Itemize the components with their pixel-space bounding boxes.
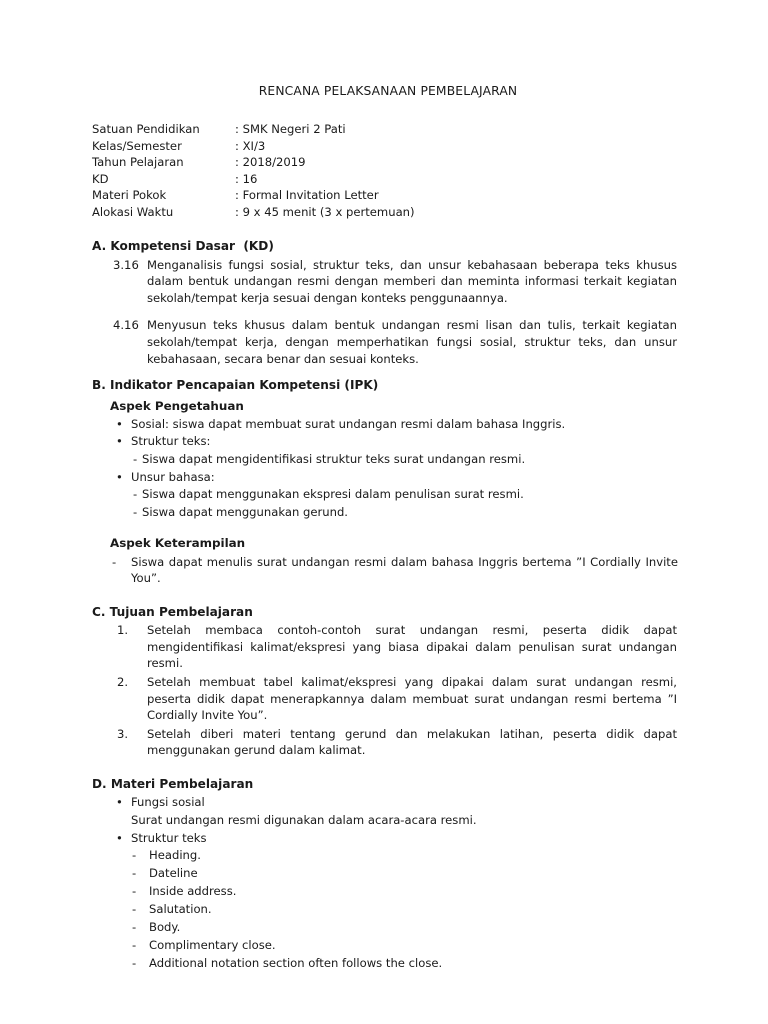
struktur-teks-item-text: Heading.	[149, 848, 201, 863]
struktur-teks-item	[92, 955, 678, 972]
aspek-pengetahuan-heading: Aspek Pengetahuan	[110, 398, 244, 413]
materi-bullet-text: Fungsi sosial	[131, 795, 205, 810]
materi-bullet	[92, 830, 678, 847]
dash-icon: -	[133, 452, 138, 467]
pengetahuan-subitem	[92, 451, 678, 468]
pengetahuan-subitem	[92, 504, 678, 521]
struktur-teks-item	[92, 847, 678, 864]
tujuan-item-text: Setelah membuat tabel kalimat/ekspresi yang dipakai dalam surat undangan resmi, peserta didik dapat menerapkannya dalam membuat surat undangan resmi bertema ”I Cordially Invite You”.	[147, 675, 677, 723]
pengetahuan-bullet	[92, 469, 678, 486]
section-kompetensi-dasar	[92, 238, 678, 367]
pengetahuan-bullet-text: Unsur bahasa:	[131, 469, 215, 484]
bullet-icon: •	[116, 469, 123, 484]
tujuan-item-number: 3.	[117, 726, 129, 741]
metadata-label: KD	[92, 171, 109, 186]
metadata-label: Kelas/Semester	[92, 138, 182, 153]
bullet-icon: •	[116, 795, 123, 810]
section-tujuan-pembelajaran	[92, 604, 678, 759]
materi-bullet-text: Struktur teks	[131, 830, 207, 845]
struktur-teks-item-text: Dateline	[149, 866, 198, 881]
tujuan-item	[92, 726, 678, 759]
materi-description: Surat undangan resmi digunakan dalam acara-acara resmi.	[131, 813, 477, 827]
pengetahuan-bullet	[92, 433, 678, 450]
kd-item	[92, 257, 678, 307]
metadata-label: Alokasi Waktu	[92, 204, 174, 219]
metadata-row	[92, 138, 678, 154]
tujuan-item	[92, 674, 678, 724]
dash-icon: -	[132, 902, 137, 917]
struktur-teks-item	[92, 865, 678, 882]
metadata-label: Satuan Pendidikan	[92, 122, 200, 137]
section-materi-pembelajaran	[92, 776, 678, 972]
kd-item	[92, 317, 678, 367]
kd-item-number: 4.16	[113, 318, 139, 333]
metadata-label: Tahun Pelajaran	[92, 155, 184, 170]
struktur-teks-item	[92, 883, 678, 900]
tujuan-item	[92, 622, 678, 672]
pengetahuan-subitem-text: Siswa dapat mengidentifikasi struktur teks surat undangan resmi.	[142, 452, 526, 467]
metadata-value: : 16	[235, 171, 258, 186]
section-d-heading: D. Materi Pembelajaran	[92, 776, 254, 791]
document-title: RENCANA PELAKSANAAN PEMBELAJARAN	[258, 84, 518, 98]
metadata-row	[92, 154, 678, 170]
metadata-value: : Formal Invitation Letter	[235, 188, 379, 203]
keterampilan-item-text: Siswa dapat menulis surat undangan resmi dalam bahasa Inggris bertema ”I Cordially Invite You”.	[131, 554, 678, 586]
dash-icon: -	[112, 554, 117, 569]
section-b-heading: B. Indikator Pencapaian Kompetensi (IPK)	[92, 378, 379, 393]
metadata-row	[92, 204, 678, 220]
struktur-teks-item	[92, 937, 678, 954]
tujuan-item-text: Setelah membaca contoh-contoh surat undangan resmi, peserta didik dapat mengidentifikasi kalimat/ekspresi yang biasa dipakai dalam penulisan surat undangan resmi.	[147, 623, 677, 671]
struktur-teks-item	[92, 901, 678, 918]
metadata-value: : 9 x 45 menit (3 x pertemuan)	[235, 204, 415, 219]
struktur-teks-item-text: Body.	[149, 920, 181, 935]
dash-icon: -	[132, 884, 137, 899]
section-c-heading: C. Tujuan Pembelajaran	[92, 604, 253, 619]
struktur-teks-item-text: Additional notation section often follows the close.	[149, 956, 443, 971]
metadata-row	[92, 187, 678, 203]
pengetahuan-subitem	[92, 486, 678, 503]
metadata-row	[92, 121, 678, 137]
document-metadata	[92, 121, 678, 220]
dash-icon: -	[133, 487, 138, 502]
struktur-teks-item-text: Salutation.	[149, 902, 212, 917]
section-indikator-pencapaian	[92, 377, 678, 587]
dash-icon: -	[132, 956, 137, 971]
dash-icon: -	[132, 866, 137, 881]
materi-bullet	[92, 794, 678, 811]
section-a-heading: A. Kompetensi Dasar (KD)	[92, 239, 274, 254]
dash-icon: -	[132, 938, 137, 953]
pengetahuan-subitem-text: Siswa dapat menggunakan gerund.	[142, 504, 348, 519]
metadata-row	[92, 171, 678, 187]
kd-item-number: 3.16	[113, 257, 139, 272]
dash-icon: -	[133, 504, 138, 519]
bullet-icon: •	[116, 416, 123, 431]
pengetahuan-bullet-text: Struktur teks:	[131, 434, 211, 449]
keterampilan-item	[92, 554, 678, 587]
pengetahuan-subitem-text: Siswa dapat menggunakan ekspresi dalam penulisan surat resmi.	[142, 487, 524, 502]
metadata-label: Materi Pokok	[92, 188, 167, 203]
tujuan-item-number: 2.	[117, 675, 129, 689]
metadata-value: : 2018/2019	[235, 155, 306, 170]
tujuan-item-text: Setelah diberi materi tentang gerund dan melakukan latihan, peserta didik dapat menggunakan gerund dalam kalimat.	[147, 726, 677, 758]
aspek-keterampilan-heading: Aspek Keterampilan	[110, 536, 246, 551]
metadata-value: : SMK Negeri 2 Pati	[235, 122, 346, 137]
pengetahuan-bullet-text: Sosial: siswa dapat membuat surat undangan resmi dalam bahasa Inggris.	[131, 416, 566, 431]
metadata-value: : XI/3	[235, 138, 266, 153]
kd-item-text: Menyusun teks khusus dalam bentuk undangan resmi lisan dan tulis, terkait kegiatan sekolah/tempat kerja, dengan memperhatikan fungsi sosial, struktur teks, dan unsur kebahasaan, secara benar dan sesuai konteks.	[147, 318, 677, 366]
dash-icon: -	[132, 848, 137, 863]
bullet-icon: •	[116, 830, 123, 845]
struktur-teks-item-text: Inside address.	[149, 884, 237, 899]
dash-icon: -	[132, 920, 137, 935]
struktur-teks-item-text: Complimentary close.	[149, 938, 276, 953]
kd-item-text: Menganalisis fungsi sosial, struktur teks, dan unsur kebahasaan beberapa teks khusus dalam bentuk undangan resmi dengan memberi dan meminta informasi terkait kegiatan sekolah/tempat kerja sesuai dengan konteks penggunaannya.	[147, 257, 677, 305]
pengetahuan-bullet	[92, 416, 678, 433]
tujuan-item-number: 1.	[117, 623, 129, 638]
bullet-icon: •	[116, 434, 123, 449]
struktur-teks-item	[92, 919, 678, 936]
